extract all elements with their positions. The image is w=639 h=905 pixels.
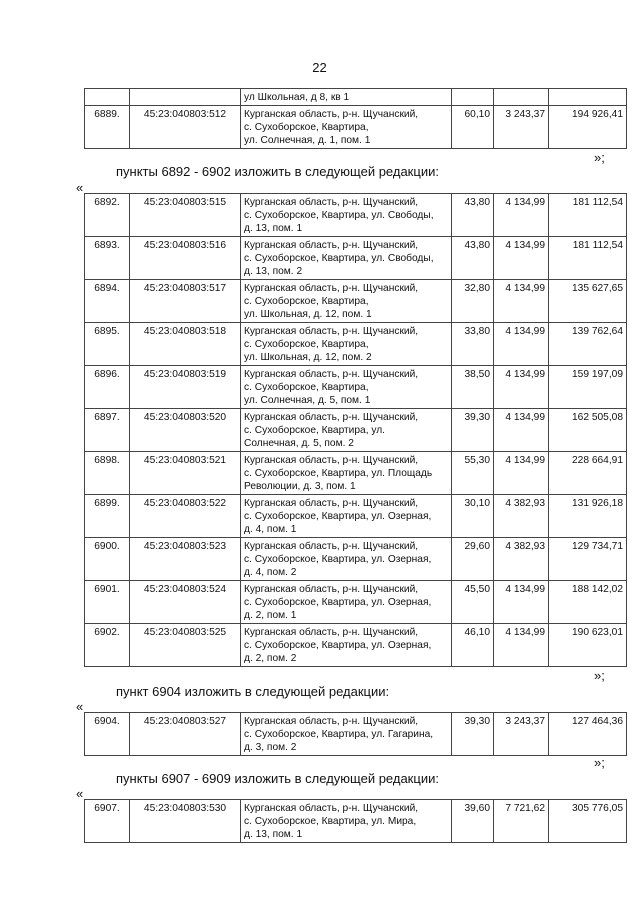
area-cell: 60,10 (452, 106, 494, 149)
address-line: Курганская область, р-н. Щучанский, (244, 197, 419, 208)
row-number-cell: 6907. (85, 800, 130, 843)
total-value-cell: 127 464,36 (549, 713, 627, 756)
cadastral-number-cell: 45:23:040803:516 (130, 237, 241, 280)
row-number-cell: 6897. (85, 409, 130, 452)
row-number-cell: 6894. (85, 280, 130, 323)
unit-price-cell: 4 134,99 (494, 409, 549, 452)
total-value-cell: 129 734,71 (549, 538, 627, 581)
address-line: Курганская область, р-н. Щучанский, (244, 803, 419, 814)
address-line: д. 2, пом. 1 (244, 610, 297, 621)
total-value-cell: 194 926,41 (549, 106, 627, 149)
row-number-cell: 6902. (85, 624, 130, 667)
area-cell: 39,30 (452, 409, 494, 452)
instruction-6904: пункт 6904 изложить в следующей редакции: (116, 684, 390, 699)
area-cell: 39,60 (452, 800, 494, 843)
row-number-cell: 6900. (85, 538, 130, 581)
unit-price-cell: 4 134,99 (494, 194, 549, 237)
address-line: Революции, д. 3, пом. 1 (244, 481, 356, 492)
instruction-6892-6902: пункты 6892 - 6902 изложить в следующей редакции: (116, 164, 439, 179)
cadastral-number-cell: 45:23:040803:518 (130, 323, 241, 366)
closing-quote: »; (594, 755, 605, 770)
row-number-cell: 6901. (85, 581, 130, 624)
total-value-cell: 131 926,18 (549, 495, 627, 538)
table-row (85, 409, 627, 452)
address-line: с. Сухоборское, Квартира, (244, 382, 369, 393)
unit-price-cell: 4 134,99 (494, 323, 549, 366)
cadastral-number-cell: 45:23:040803:521 (130, 452, 241, 495)
opening-quote: « (76, 180, 84, 195)
address-line: с. Сухоборское, Квартира, ул. Озерная, (244, 597, 432, 608)
address-line: д. 3, пом. 2 (244, 742, 297, 753)
unit-price-cell: 4 134,99 (494, 280, 549, 323)
area-cell: 43,80 (452, 237, 494, 280)
address-line: Курганская область, р-н. Щучанский, (244, 716, 419, 727)
address-line: с. Сухоборское, Квартира, ул. (244, 425, 386, 436)
area-cell (452, 89, 494, 106)
table-row (85, 624, 627, 667)
table-row (85, 452, 627, 495)
table-row (85, 538, 627, 581)
registry-table-6907-6909 (84, 799, 627, 843)
area-cell: 32,80 (452, 280, 494, 323)
cadastral-number-cell: 45:23:040803:512 (130, 106, 241, 149)
address-line: ул. Школьная, д. 12, пом. 1 (244, 309, 372, 320)
registry-table-top (84, 88, 627, 149)
table-row (85, 194, 627, 237)
area-cell: 33,80 (452, 323, 494, 366)
cadastral-number-cell: 45:23:040803:524 (130, 581, 241, 624)
address-line: Курганская область, р-н. Щучанский, (244, 455, 419, 466)
address-line: д. 4, пом. 1 (244, 524, 297, 535)
area-cell: 55,30 (452, 452, 494, 495)
address-cell (241, 106, 452, 149)
unit-price-cell: 4 134,99 (494, 452, 549, 495)
table-row (85, 581, 627, 624)
address-line: Курганская область, р-н. Щучанский, (244, 240, 419, 251)
total-value-cell: 162 505,08 (549, 409, 627, 452)
unit-price-cell: 4 382,93 (494, 538, 549, 581)
total-value-cell: 139 762,64 (549, 323, 627, 366)
instruction-6907-6909: пункты 6907 - 6909 изложить в следующей редакции: (116, 771, 439, 786)
row-number-cell (85, 89, 130, 106)
table-row (85, 280, 627, 323)
row-number-cell: 6896. (85, 366, 130, 409)
address-cell (241, 366, 452, 409)
cadastral-number-cell: 45:23:040803:517 (130, 280, 241, 323)
cadastral-number-cell: 45:23:040803:520 (130, 409, 241, 452)
row-number-cell: 6895. (85, 323, 130, 366)
area-cell: 46,10 (452, 624, 494, 667)
address-line: Курганская область, р-н. Щучанский, (244, 584, 419, 595)
cadastral-number-cell: 45:23:040803:530 (130, 800, 241, 843)
cadastral-number-cell: 45:23:040803:515 (130, 194, 241, 237)
cadastral-number-cell: 45:23:040803:525 (130, 624, 241, 667)
cadastral-number-cell (130, 89, 241, 106)
address-line: Курганская область, р-н. Щучанский, (244, 369, 419, 380)
address-line: ул. Солнечная, д. 1, пом. 1 (244, 135, 371, 146)
total-value-cell: 190 623,01 (549, 624, 627, 667)
unit-price-cell: 4 134,99 (494, 237, 549, 280)
address-line: с. Сухоборское, Квартира, ул. Озерная, (244, 554, 432, 565)
address-line: с. Сухоборское, Квартира, ул. Свободы, (244, 253, 434, 264)
table-row (85, 495, 627, 538)
total-value-cell: 181 112,54 (549, 237, 627, 280)
area-cell: 43,80 (452, 194, 494, 237)
unit-price-cell: 4 134,99 (494, 581, 549, 624)
area-cell: 38,50 (452, 366, 494, 409)
address-cell (241, 581, 452, 624)
area-cell: 39,30 (452, 713, 494, 756)
row-number-cell: 6889. (85, 106, 130, 149)
table-row (85, 800, 627, 843)
address-line: д. 13, пом. 1 (244, 223, 303, 234)
unit-price-cell: 3 243,37 (494, 713, 549, 756)
row-number-cell: 6899. (85, 495, 130, 538)
total-value-cell: 135 627,65 (549, 280, 627, 323)
address-line: ул. Солнечная, д. 5, пом. 1 (244, 395, 371, 406)
table-row (85, 713, 627, 756)
table-row (85, 106, 627, 149)
cadastral-number-cell: 45:23:040803:523 (130, 538, 241, 581)
unit-price-cell: 4 134,99 (494, 366, 549, 409)
address-line: Курганская область, р-н. Щучанский, (244, 326, 419, 337)
address-line: д. 13, пом. 2 (244, 266, 303, 277)
unit-price-cell: 4 382,93 (494, 495, 549, 538)
address-cell (241, 538, 452, 581)
total-value-cell (549, 89, 627, 106)
address-cell (241, 280, 452, 323)
unit-price-cell: 3 243,37 (494, 106, 549, 149)
address-cell (241, 194, 452, 237)
table-row (85, 323, 627, 366)
address-cell (241, 800, 452, 843)
table-row (85, 366, 627, 409)
unit-price-cell: 4 134,99 (494, 624, 549, 667)
registry-table-6904 (84, 712, 627, 756)
row-number-cell: 6893. (85, 237, 130, 280)
address-cell (241, 89, 452, 106)
address-line: Курганская область, р-н. Щучанский, (244, 412, 419, 423)
address-cell (241, 323, 452, 366)
address-cell (241, 713, 452, 756)
row-number-cell: 6898. (85, 452, 130, 495)
address-line: с. Сухоборское, Квартира, ул. Свободы, (244, 210, 434, 221)
address-line: с. Сухоборское, Квартира, ул. Площадь (244, 468, 433, 479)
table-row (85, 89, 627, 106)
total-value-cell: 188 142,02 (549, 581, 627, 624)
total-value-cell: 305 776,05 (549, 800, 627, 843)
cadastral-number-cell: 45:23:040803:522 (130, 495, 241, 538)
total-value-cell: 228 664,91 (549, 452, 627, 495)
address-line: Курганская область, р-н. Щучанский, (244, 109, 419, 120)
row-number-cell: 6892. (85, 194, 130, 237)
area-cell: 30,10 (452, 495, 494, 538)
address-cell (241, 409, 452, 452)
closing-quote: »; (594, 668, 605, 683)
address-line: с. Сухоборское, Квартира, ул. Мира, (244, 816, 417, 827)
area-cell: 29,60 (452, 538, 494, 581)
closing-quote: »; (594, 150, 605, 165)
address-line: с. Сухоборское, Квартира, ул. Гагарина, (244, 729, 434, 740)
address-line: д. 4, пом. 2 (244, 567, 297, 578)
cadastral-number-cell: 45:23:040803:519 (130, 366, 241, 409)
unit-price-cell (494, 89, 549, 106)
address-line: Курганская область, р-н. Щучанский, (244, 541, 419, 552)
address-line: Курганская область, р-н. Щучанский, (244, 498, 419, 509)
address-line: с. Сухоборское, Квартира, (244, 296, 369, 307)
address-line: Курганская область, р-н. Щучанский, (244, 283, 419, 294)
address-line: с. Сухоборское, Квартира, (244, 122, 369, 133)
address-cell (241, 452, 452, 495)
address-line: д. 2, пом. 2 (244, 653, 297, 664)
row-number-cell: 6904. (85, 713, 130, 756)
registry-table-6892-6902 (84, 193, 627, 667)
address-line: Курганская область, р-н. Щучанский, (244, 627, 419, 638)
address-line: д. 13, пом. 1 (244, 829, 303, 840)
opening-quote: « (76, 699, 84, 714)
address-line: с. Сухоборское, Квартира, ул. Озерная, (244, 511, 432, 522)
cadastral-number-cell: 45:23:040803:527 (130, 713, 241, 756)
page-number: 22 (312, 60, 327, 75)
address-cell (241, 237, 452, 280)
area-cell: 45,50 (452, 581, 494, 624)
address-line: ул Школьная, д 8, кв 1 (244, 92, 350, 103)
total-value-cell: 181 112,54 (549, 194, 627, 237)
address-line: с. Сухоборское, Квартира, ул. Озерная, (244, 640, 432, 651)
opening-quote: « (76, 786, 84, 801)
table-row (85, 237, 627, 280)
unit-price-cell: 7 721,62 (494, 800, 549, 843)
total-value-cell: 159 197,09 (549, 366, 627, 409)
address-cell (241, 495, 452, 538)
address-cell (241, 624, 452, 667)
address-line: Солнечная, д. 5, пом. 2 (244, 438, 354, 449)
address-line: ул. Школьная, д. 12, пом. 2 (244, 352, 372, 363)
address-line: с. Сухоборское, Квартира, (244, 339, 369, 350)
